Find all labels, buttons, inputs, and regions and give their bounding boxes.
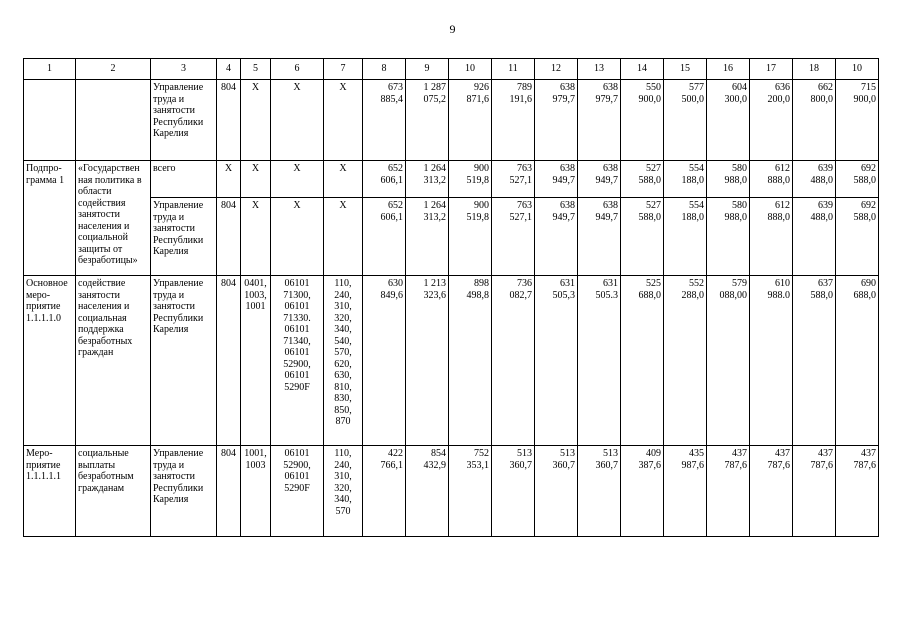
amount-cell: 422 766,1 — [363, 446, 406, 537]
expense-type-cell: 110, 240, 310, 320, 340, 570 — [324, 446, 363, 537]
grbs-cell: 804 — [217, 446, 241, 537]
amount-cell: 638 979,7 — [578, 80, 621, 161]
amount-cell: 612 888,0 — [750, 161, 793, 198]
amount-cell: 854 432,9 — [406, 446, 449, 537]
amount-cell: 580 988,0 — [707, 161, 750, 198]
table-row — [24, 80, 879, 161]
header-cell: 10 — [449, 59, 492, 80]
amount-cell: 926 871,6 — [449, 80, 492, 161]
header-cell: 13 — [578, 59, 621, 80]
program-code-cell: Меро- приятие 1.1.1.1.1 — [24, 446, 76, 537]
expense-type-cell: X — [324, 80, 363, 161]
program-code-cell: Подпро- грамма 1 — [24, 161, 76, 276]
amount-cell: 900 519,8 — [449, 161, 492, 198]
expense-type-cell: X — [324, 198, 363, 276]
amount-cell: 652 606,1 — [363, 161, 406, 198]
amount-cell: 610 988.0 — [750, 276, 793, 446]
section-cell: X — [241, 80, 271, 161]
amount-cell: 1 264 313,2 — [406, 161, 449, 198]
amount-cell: 437 787,6 — [707, 446, 750, 537]
amount-cell: 513 360,7 — [578, 446, 621, 537]
amount-cell: 527 588,0 — [621, 198, 664, 276]
amount-cell: 1 213 323,6 — [406, 276, 449, 446]
amount-cell: 604 300,0 — [707, 80, 750, 161]
section-cell: 0401, 1003, 1001 — [241, 276, 271, 446]
table-row — [24, 161, 879, 198]
amount-cell: 692 588,0 — [836, 198, 879, 276]
header-cell: 12 — [535, 59, 578, 80]
amount-cell: 552 288,0 — [664, 276, 707, 446]
header-cell: 6 — [271, 59, 324, 80]
table-row — [24, 198, 879, 276]
amount-cell: 612 888,0 — [750, 198, 793, 276]
header-cell: 14 — [621, 59, 664, 80]
header-cell: 7 — [324, 59, 363, 80]
section-cell: X — [241, 198, 271, 276]
executor-cell: Управление труда и занятости Республики Карелия — [151, 80, 217, 161]
amount-cell: 638 949,7 — [535, 198, 578, 276]
amount-cell: 554 188,0 — [664, 198, 707, 276]
section-cell: X — [241, 161, 271, 198]
header-cell: 11 — [492, 59, 535, 80]
amount-cell: 550 900,0 — [621, 80, 664, 161]
amount-cell: 435 987,6 — [664, 446, 707, 537]
amount-cell: 513 360,7 — [492, 446, 535, 537]
header-cell: 1 — [24, 59, 76, 80]
executor-cell: Управление труда и занятости Республики Карелия — [151, 276, 217, 446]
target-article-cell: 06101 52900, 06101 5290F — [271, 446, 324, 537]
header-cell: 2 — [76, 59, 151, 80]
grbs-cell: 804 — [217, 276, 241, 446]
expense-type-cell: X — [324, 161, 363, 198]
header-cell: 16 — [707, 59, 750, 80]
amount-cell: 554 188,0 — [664, 161, 707, 198]
header-cell: 10 — [836, 59, 879, 80]
amount-cell: 437 787,6 — [793, 446, 836, 537]
amount-cell: 630 849,6 — [363, 276, 406, 446]
header-cell: 15 — [664, 59, 707, 80]
program-name-cell: социальные выплаты безработным гражданам — [76, 446, 151, 537]
executor-cell: всего — [151, 161, 217, 198]
header-cell: 18 — [793, 59, 836, 80]
amount-cell: 1 287 075,2 — [406, 80, 449, 161]
grbs-cell: 804 — [217, 80, 241, 161]
amount-cell: 1 264 313,2 — [406, 198, 449, 276]
header-cell: 4 — [217, 59, 241, 80]
table-row — [24, 446, 879, 537]
amount-cell: 692 588,0 — [836, 161, 879, 198]
table-row — [24, 276, 879, 446]
amount-cell: 652 606,1 — [363, 198, 406, 276]
header-cell: 17 — [750, 59, 793, 80]
amount-cell: 527 588,0 — [621, 161, 664, 198]
amount-cell: 637 588,0 — [793, 276, 836, 446]
executor-cell: Управление труда и занятости Республики Карелия — [151, 446, 217, 537]
amount-cell: 715 900,0 — [836, 80, 879, 161]
amount-cell: 409 387,6 — [621, 446, 664, 537]
target-article-cell: 06101 71300, 06101 71330. 06101 71340, 06101 52900, 06101 5290F — [271, 276, 324, 446]
section-cell: 1001, 1003 — [241, 446, 271, 537]
amount-cell: 579 088,00 — [707, 276, 750, 446]
target-article-cell: X — [271, 80, 324, 161]
amount-cell: 639 488,0 — [793, 198, 836, 276]
program-code-cell — [24, 80, 76, 161]
amount-cell: 437 787,6 — [836, 446, 879, 537]
amount-cell: 636 200,0 — [750, 80, 793, 161]
amount-cell: 763 527,1 — [492, 198, 535, 276]
amount-cell: 580 988,0 — [707, 198, 750, 276]
target-article-cell: X — [271, 198, 324, 276]
grbs-cell: X — [217, 161, 241, 198]
amount-cell: 437 787,6 — [750, 446, 793, 537]
grbs-cell: 804 — [217, 198, 241, 276]
program-name-cell: содействие занятости населения и социальная поддержка безработных граждан — [76, 276, 151, 446]
amount-cell: 638 949,7 — [578, 161, 621, 198]
target-article-cell: X — [271, 161, 324, 198]
amount-cell: 638 949,7 — [578, 198, 621, 276]
amount-cell: 638 979,7 — [535, 80, 578, 161]
amount-cell: 690 688,0 — [836, 276, 879, 446]
executor-cell: Управление труда и занятости Республики Карелия — [151, 198, 217, 276]
amount-cell: 752 353,1 — [449, 446, 492, 537]
program-name-cell — [76, 80, 151, 161]
program-name-cell: «Государствен ная политика в области содействия занятости населения и социальной защиты от безработицы» — [76, 161, 151, 276]
header-cell: 3 — [151, 59, 217, 80]
amount-cell: 789 191,6 — [492, 80, 535, 161]
page-number: 9 — [449, 22, 456, 36]
amount-cell: 631 505,3 — [535, 276, 578, 446]
amount-cell: 898 498,8 — [449, 276, 492, 446]
amount-cell: 736 082,7 — [492, 276, 535, 446]
amount-cell: 525 688,0 — [621, 276, 664, 446]
expense-type-cell: 110, 240, 310, 320, 340, 540, 570, 620, 630, 810, 830, 850, 870 — [324, 276, 363, 446]
program-code-cell: Основное меро- приятие 1.1.1.1.0 — [24, 276, 76, 446]
amount-cell: 513 360,7 — [535, 446, 578, 537]
amount-cell: 673 885,4 — [363, 80, 406, 161]
header-cell: 9 — [406, 59, 449, 80]
header-cell: 5 — [241, 59, 271, 80]
amount-cell: 662 800,0 — [793, 80, 836, 161]
amount-cell: 900 519,8 — [449, 198, 492, 276]
budget-table — [23, 58, 879, 537]
amount-cell: 638 949,7 — [535, 161, 578, 198]
amount-cell: 577 500,0 — [664, 80, 707, 161]
table-header-row — [24, 59, 879, 80]
header-cell: 8 — [363, 59, 406, 80]
amount-cell: 631 505.3 — [578, 276, 621, 446]
amount-cell: 763 527,1 — [492, 161, 535, 198]
amount-cell: 639 488,0 — [793, 161, 836, 198]
